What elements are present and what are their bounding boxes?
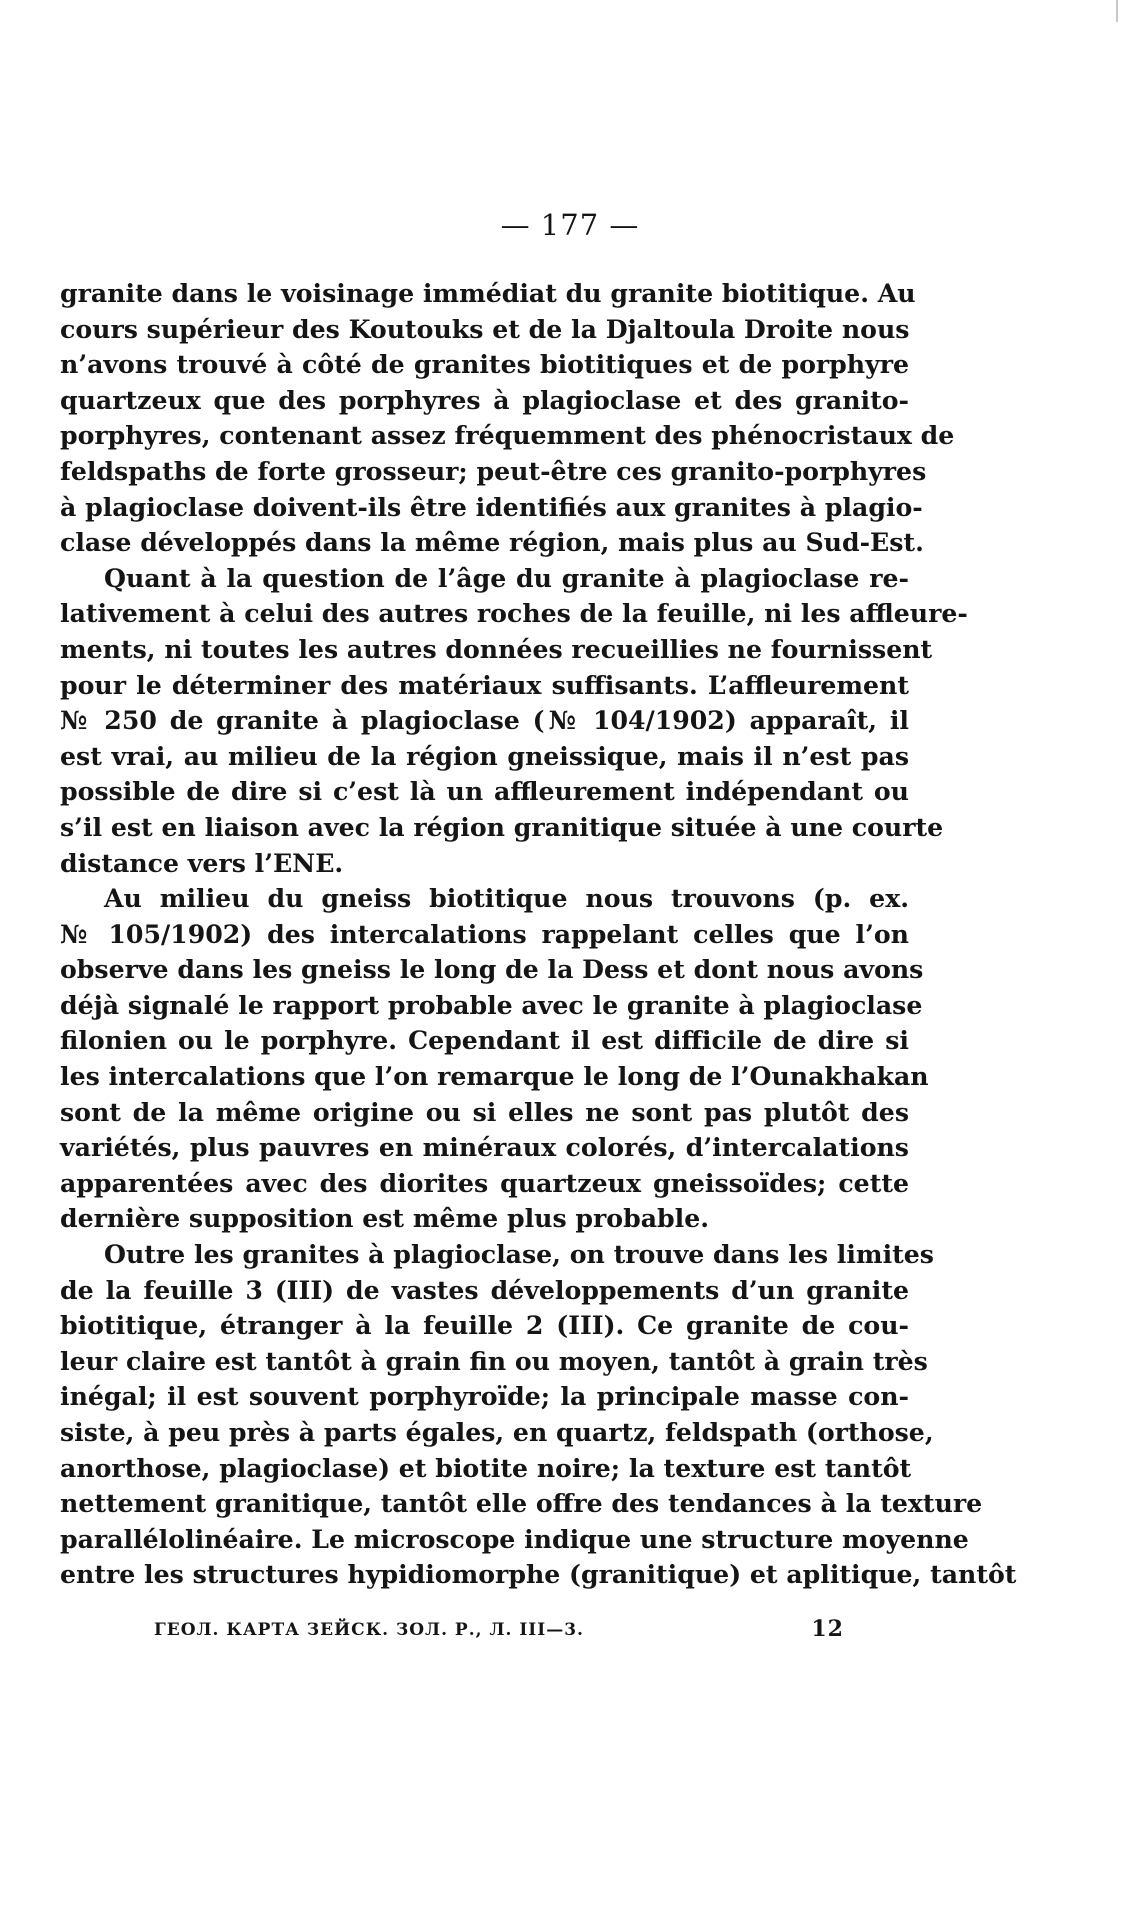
text-line: pour le déterminer des matériaux suffisants. L’affleurement: [60, 669, 909, 700]
text-line: anorthose, plagioclase) et biotite noire; la texture est tantôt: [60, 1452, 912, 1483]
page-number: — 177 —: [500, 208, 640, 242]
text-line: nettement granitique, tantôt elle offre des tendances à la texture: [60, 1488, 983, 1519]
text-line: apparentées avec des diorites quartzeux gneissoïdes; cette: [60, 1167, 909, 1198]
text-line: cours supérieur des Koutouks et de la Djaltoula Droite nous: [60, 313, 910, 344]
text-line: de la feuille 3 (III) de vastes développements d’un granite: [60, 1274, 909, 1305]
text-line: parallélolinéaire. Le microscope indique une structure moyenne: [60, 1523, 969, 1554]
text-line: granite dans le voisinage immédiat du granite biotitique. Au: [60, 278, 916, 308]
text-line: dernière supposition est même plus probable.: [60, 1203, 709, 1234]
text-line: № 250 de granite à plagioclase (№ 104/1902) apparaît, il: [60, 705, 909, 736]
footer-sheet-number: 12: [811, 1616, 844, 1642]
text-line: variétés, plus pauvres en minéraux colorés, d’intercalations: [60, 1132, 909, 1163]
text-line: observe dans les gneiss le long de la Dess et dont nous avons: [60, 954, 924, 985]
scan-edge-mark: [1116, 0, 1118, 22]
text-line: clase développés dans la même région, mais plus au Sud-Est.: [60, 527, 924, 558]
text-line: Outre les granites à plagioclase, on trouve dans les limites: [104, 1239, 934, 1270]
text-line: biotitique, étranger à la feuille 2 (III). Ce granite de cou-: [60, 1310, 909, 1341]
text-line: Quant à la question de l’âge du granite à plagioclase re-: [104, 562, 909, 593]
text-line: entre les structures hypidiomorphe (granitique) et aplitique, tantôt: [60, 1559, 1017, 1590]
text-line: à plagioclase doivent-ils être identifiés aux granites à plagio-: [60, 491, 923, 522]
text-line: ments, ni toutes les autres données recueillies ne fournissent: [60, 633, 933, 664]
text-line: sont de la même origine ou si elles ne sont pas plutôt des: [60, 1096, 909, 1127]
text-line: possible de dire si c’est là un affleurement indépendant ou: [60, 776, 909, 807]
footer-signature: ГЕОЛ. КАРТА ЗЕЙСК. ЗОЛ. Р., Л. III—3.: [154, 1620, 584, 1640]
text-line: déjà signalé le rapport probable avec le granite à plagioclase: [60, 989, 923, 1020]
body-text: [60, 276, 1017, 1593]
text-line: distance vers l’ENE.: [60, 847, 344, 878]
text-line: n’avons trouvé à côté de granites biotitiques et de porphyre: [60, 349, 909, 380]
text-line: s’il est en liaison avec la région granitique située à une courte: [60, 811, 944, 842]
text-line: lativement à celui des autres roches de la feuille, ni les affleure-: [60, 598, 968, 629]
text-line: № 105/1902) des intercalations rappelant celles que l’on: [60, 918, 909, 949]
text-line: filonien ou le porphyre. Cependant il est difficile de dire si: [60, 1025, 909, 1056]
text-line: siste, à peu près à parts égales, en quartz, feldspath (orthose,: [60, 1417, 934, 1447]
text-line: est vrai, au milieu de la région gneissique, mais il n’est pas: [60, 740, 909, 771]
text-line: Au milieu du gneiss biotitique nous trouvons (p. ex.: [104, 883, 909, 914]
text-line: quartzeux que des porphyres à plagioclase et des granito-: [60, 384, 909, 415]
text-line: inégal; il est souvent porphyroïde; la principale masse con-: [60, 1381, 909, 1412]
text-line: les intercalations que l’on remarque le long de l’Ounakhakan: [60, 1061, 929, 1092]
text-line: feldspaths de forte grosseur; peut-être ces granito-porphyres: [60, 455, 927, 486]
text-line: porphyres, contenant assez fréquemment des phénocristaux de: [60, 420, 955, 451]
text-line: leur claire est tantôt à grain fin ou moyen, tantôt à grain très: [60, 1345, 928, 1376]
